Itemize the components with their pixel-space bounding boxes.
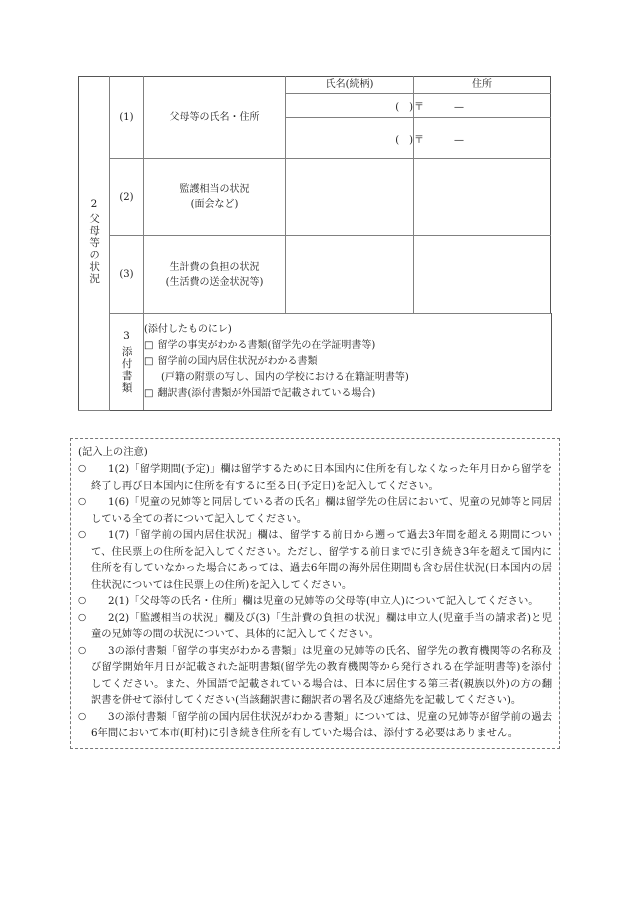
attachment-item-1[interactable] [144, 338, 551, 354]
section-2-row-2-item [144, 159, 286, 236]
supervision-label-line2: (面会など) [190, 199, 239, 210]
note-text: 3の添付書類「留学前の国内居住状況がわかる書類」については、児童の兄姉等が留学前の過去6年間において本市(町村)に引き続き住所を有していた場合は、添付する必要はありません。 [91, 710, 552, 739]
notes-title: (記入上の注意) [78, 446, 148, 458]
circle-bullet-icon: ○ [78, 595, 87, 607]
application-form-table [78, 76, 552, 411]
checkbox-icon-1[interactable]: □ [144, 339, 154, 351]
table-row-livelihood [79, 236, 552, 314]
circle-bullet-icon: ○ [78, 463, 87, 475]
circle-bullet-icon: ○ [78, 496, 87, 508]
note-text: 1(7)「留学前の国内居住状況」欄は、留学する前日から遡って過去3年間を超える期間について、住民票上の住所を記入してください。ただし、留学する前日までに引き続き3年を超えて国内に住所を有していなかった場合にあっては、過去6年間の海外居住期間も含む居住状況(日本国内の居住状況については住民票上の住所)を記入してください。 [91, 529, 552, 591]
column-header-name: 氏名(続柄) [286, 77, 414, 94]
note-text: 1(6)「児童の兄姉等と同居している者の氏名」欄は留学先の住居において、児童の兄姉等と同居している全ての者について記入してください。 [91, 496, 552, 525]
parent-1-address-field[interactable] [414, 94, 551, 118]
table-row-attachments [79, 314, 552, 411]
note-item [78, 461, 552, 494]
note-text: 2(1)「父母等の氏名・住所」欄は児童の兄姉等の父母等(申立人)について記入してください。 [108, 595, 539, 608]
attachments-checklist [144, 314, 552, 411]
note-text: 1(2)「留学期間(予定)」欄は留学するために日本国内に住所を有しなくなった年月日から留学を終了し再び日本国内に住所を有するに至る日(予定日)を記入してください。 [91, 463, 552, 492]
note-item [78, 709, 552, 742]
note-item [78, 494, 552, 527]
note-item [78, 643, 552, 709]
circle-bullet-icon: ○ [78, 611, 87, 623]
postal-mark-icon: 〒 [414, 102, 424, 113]
section-2-row-3-item [144, 236, 286, 314]
livelihood-label-line1: 生計費の負担の状況 [169, 261, 260, 273]
section-2-number: 2 [90, 197, 98, 210]
parent-2-name-field[interactable]: ( ) [286, 118, 414, 159]
livelihood-label-line2: (生活費の送金状況等) [165, 276, 264, 288]
section-2-row-1-item: 父母等の氏名・住所 [144, 77, 286, 159]
attachment-item-2[interactable] [144, 354, 551, 370]
note-text: 3の添付書類「留学の事実がわかる書類」は児童の兄姉等の氏名、留学先の教育機関等の名称及び留学開始年月日が記載された証明書類(留学先の教育機関等から発行される在学証明書等)を添付してください。また、外国語で記載されている場合は、日本に居住する第三者(親族以外)の方の翻訳書を併せて添付してください(当該翻訳書に翻訳者の署名及び連絡先を記載してください)。 [91, 644, 552, 707]
livelihood-address-answer-field[interactable] [414, 236, 551, 314]
column-header-address: 住所 [414, 77, 551, 94]
parent-2-address-field[interactable] [414, 118, 551, 159]
supervision-address-answer-field[interactable] [414, 159, 551, 236]
section-2-row-3-number: (3) [110, 236, 144, 314]
circle-bullet-icon: ○ [78, 644, 87, 656]
postal-mark-icon-2: 〒 [414, 134, 424, 146]
note-item [78, 610, 552, 643]
attachment-item-2-sublabel: (戸籍の附票の写し、国内の学校における在籍証明書等) [161, 372, 409, 384]
instructions-notes-box [70, 438, 560, 749]
section-2-vertical-label: 父母等の状況 [88, 213, 101, 286]
checkbox-icon-2[interactable]: □ [144, 355, 154, 367]
postal-code-dash-2: — [454, 134, 464, 146]
supervision-label-line1: 監護相当の状況 [179, 184, 250, 195]
postal-code-dash: — [454, 102, 464, 113]
section-2-row-1-number: (1) [110, 77, 144, 159]
section-3-label-cell [110, 314, 144, 411]
attachments-instruction: (添付したものにレ) [144, 323, 232, 335]
attachment-item-3[interactable] [144, 386, 551, 402]
table-row-header [79, 77, 552, 94]
circle-bullet-icon: ○ [78, 710, 87, 722]
attachment-item-1-label: 留学の事実がわかる書類(留学先の在学証明書等) [157, 339, 376, 351]
note-text: 2(2)「監護相当の状況」欄及び(3)「生計費の負担の状況」欄は申立人(児童手当の請求者)と児童の兄姉等の間の状況について、具体的に記入してください。 [91, 611, 552, 641]
parent-1-name-field[interactable]: ( ) [286, 94, 414, 118]
circle-bullet-icon: ○ [78, 529, 87, 541]
attachment-item-3-label: 翻訳書(添付書類が外国語で記載されている場合) [157, 388, 376, 400]
table-row-supervision [79, 159, 552, 236]
livelihood-name-answer-field[interactable] [286, 236, 414, 314]
section-2-row-2-number: (2) [110, 159, 144, 236]
supervision-name-answer-field[interactable] [286, 159, 414, 236]
section-2-label-cell [79, 77, 110, 411]
section-3-vertical-label: 添付書類 [120, 345, 133, 394]
attachment-item-2-label: 留学前の国内居住状況がわかる書類 [157, 355, 318, 367]
note-item [78, 593, 552, 609]
note-item [78, 527, 552, 593]
checkbox-icon-3[interactable]: □ [144, 388, 154, 400]
section-3-number: 3 [123, 330, 130, 343]
